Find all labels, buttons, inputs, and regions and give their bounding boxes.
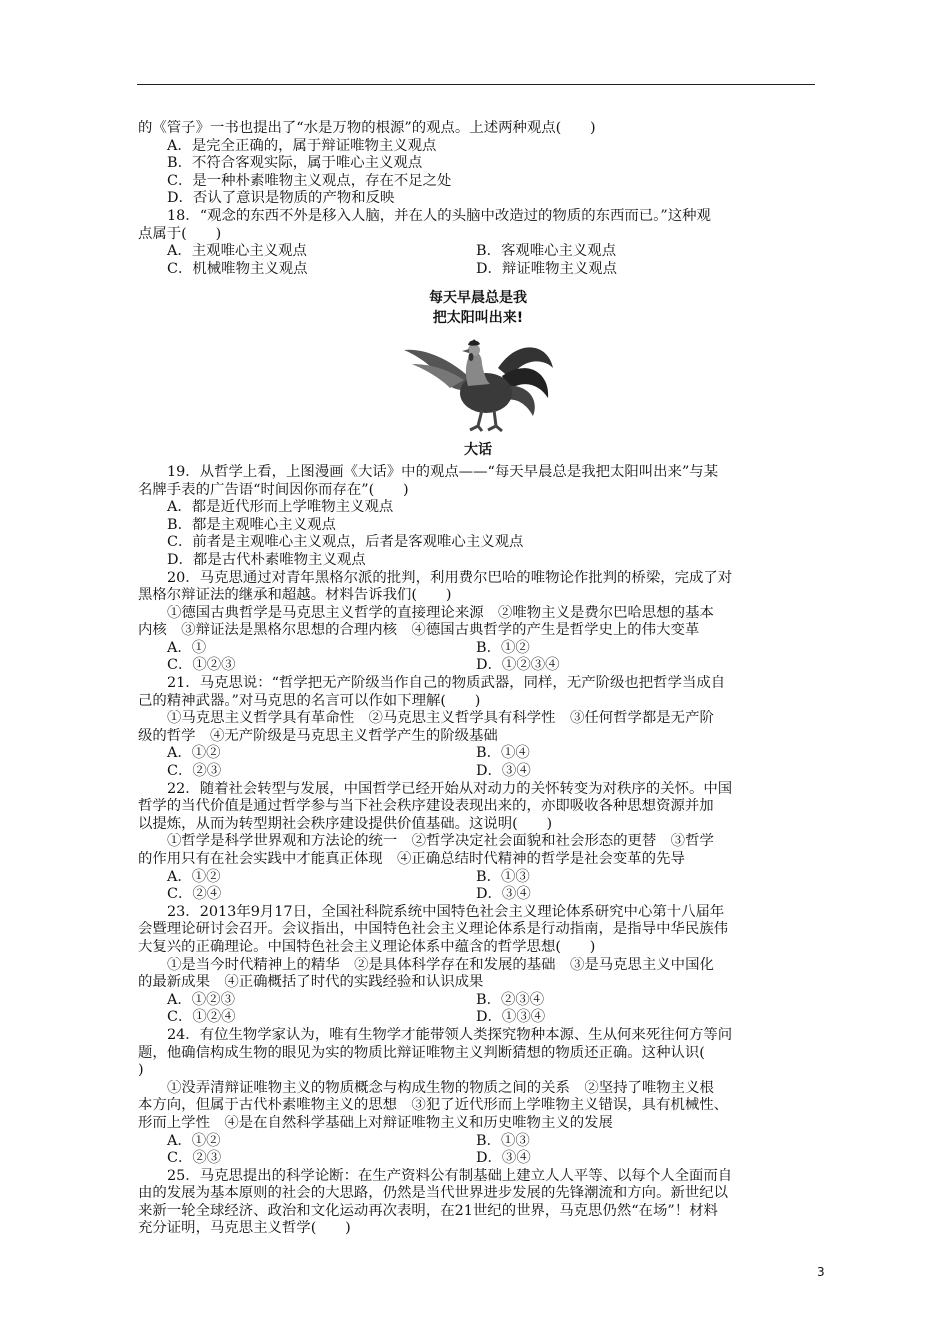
q23-stem-1: 23．2013年9月17日，全国社科院系统中国特色社会主义理论体系研究中心第十八届年 — [167, 903, 725, 920]
q22-options-row-1 — [138, 869, 818, 887]
q21-option-d: D．③④ — [476, 763, 531, 780]
q23-stem-2: 会暨理论研讨会召开。会议指出，中国特色社会主义理论体系是行动指南，是指导中华民族伟 — [138, 921, 729, 938]
q19-stem-2: 名牌手表的广告语“时间因你而存在”( ) — [138, 481, 409, 498]
q18-stem-1: 18．“观念的东西不外是移入人脑，并在人的头脑中改造过的物质的东西而已。”这种观 — [167, 207, 711, 224]
q25-stem-2: 由的发展为基本原则的社会的大思路，仍然是当代世界进步发展的先锋潮流和方向。新世纪以 — [138, 1185, 729, 1202]
q19-option-c: C．前者是主观唯心主义观点，后者是客观唯心主义观点 — [167, 534, 524, 551]
q24-items-1: ①没弄清辩证唯物主义的物质概念与构成生物的物质之间的关系 ②坚持了唯物主义根 — [167, 1079, 714, 1096]
q23-option-b: B．②③④ — [476, 991, 545, 1008]
q22-stem-1: 22．随着社会转型与发展，中国哲学已经开始从对动力的关怀转变为对秩序的关怀。中国 — [167, 780, 733, 797]
q19-option-d: D．都是古代朴素唯物主义观点 — [167, 551, 366, 568]
q24-items-2: 本方向，但属于古代朴素唯物主义的思想 ③犯了近代形而上学唯物主义错误，具有机械性、 — [138, 1097, 729, 1114]
q22-options-row-2 — [138, 886, 818, 904]
cartoon-speech-1: 每天早晨总是我 — [429, 290, 527, 307]
page-content — [138, 120, 818, 1238]
q22-option-b: B．①③ — [476, 868, 530, 885]
q21-option-c: C．②③ — [167, 763, 222, 780]
q18-option-b: B．客观唯心主义观点 — [476, 243, 617, 260]
q22-stem-3: 以提炼，从而为转型期社会秩序建设提供价值基础。这说明( ) — [138, 815, 553, 832]
q17-stem: 的《管子》一书也提出了“水是万物的根源”的观点。上述两种观点( ) — [138, 120, 596, 136]
q24-option-b: B．①③ — [476, 1132, 530, 1149]
q17-option-b: B．不符合客观实际，属于唯心主义观点 — [167, 155, 423, 172]
cartoon-title: 大话 — [464, 442, 492, 459]
cartoon-speech-2: 把太阳叫出来! — [432, 310, 524, 327]
q21-options-row-2 — [138, 763, 818, 781]
q20-items-2: 内核 ③辩证法是黑格尔思想的合理内核 ④德国古典哲学的产生是哲学史上的伟大变革 — [138, 622, 700, 639]
q20-options-row-2 — [138, 657, 818, 675]
q20-option-b: B．①② — [476, 639, 530, 656]
q21-items-1: ①马克思主义哲学具有革命性 ②马克思主义哲学具有科学性 ③任何哲学都是无产阶 — [167, 710, 714, 727]
q18-option-d: D．辩证唯物主义观点 — [476, 260, 618, 277]
q23-options-row-2 — [138, 1009, 818, 1027]
q17-option-c: C．是一种朴素唯物主义观点，存在不足之处 — [167, 172, 452, 189]
q18-options-row-1 — [138, 243, 818, 261]
q25-stem-1: 25．马克思提出的科学论断：在生产资料公有制基础上建立人人平等、以每个人全面而自 — [167, 1167, 733, 1184]
q21-option-a: A．①② — [167, 745, 221, 762]
q25-stem-3: 来新一轮全球经济、政治和文化运动再次表明，在21世纪的世界，马克思仍然“在场”！材料 — [138, 1202, 718, 1219]
q24-items-3: 形而上学性 ④是在自然科学基础上对辩证唯物主义和历史唯物主义的发展 — [138, 1114, 613, 1131]
q24-option-c: C．②③ — [167, 1150, 222, 1167]
q23-items-1: ①是当今时代精神上的精华 ②是具体科学存在和发展的基础 ③是马克思主义中国化 — [167, 956, 714, 973]
q23-stem-3: 大复兴的正确理论。中国特色社会主义理论体系中蕴含的哲学思想( ) — [138, 938, 596, 955]
q18-options-row-2 — [138, 261, 818, 279]
q17-option-a: A．是完全正确的，属于辩证唯物主义观点 — [167, 137, 437, 154]
q23-options-row-1 — [138, 992, 818, 1010]
q22-items-1: ①哲学是科学世界观和方法论的统一 ②哲学决定社会面貌和社会形态的更替 ③哲学 — [167, 833, 714, 850]
q22-option-a: A．①② — [167, 868, 221, 885]
q20-stem-1: 20．马克思通过对青年黑格尔派的批判，利用费尔巴哈的唯物论作批判的桥梁，完成了对 — [167, 569, 733, 586]
q17-option-d: D．否认了意识是物质的产物和反映 — [167, 190, 395, 207]
q23-option-d: D．①③④ — [476, 1009, 546, 1026]
q22-stem-2: 哲学的当代价值是通过哲学参与当下社会秩序建设表现出来的，亦即吸收各种思想资源并加 — [138, 798, 714, 815]
page-number: 3 — [817, 1265, 825, 1279]
q20-stem-2: 黑格尔辩证法的继承和超越。材料告诉我们( ) — [138, 587, 452, 604]
q24-stem-3: ) — [138, 1062, 144, 1079]
q20-option-a: A．① — [167, 639, 207, 656]
q24-option-d: D．③④ — [476, 1150, 531, 1167]
header-rule — [137, 84, 815, 85]
q22-items-2: 的作用只有在社会实践中才能真正体现 ④正确总结时代精神的哲学是社会变革的先导 — [138, 851, 685, 867]
q18-option-c: C．机械唯物主义观点 — [167, 260, 308, 277]
q24-stem-1: 24．有位生物学家认为，唯有生物学才能带领人类探究物种本源、生从何来死往何方等问 — [167, 1026, 733, 1043]
q22-option-c: C．②④ — [167, 886, 222, 903]
q23-items-2: 的最新成果 ④正确概括了时代的实践经验和认识成果 — [138, 974, 484, 991]
q19-option-b: B．都是主观唯心主义观点 — [167, 516, 336, 533]
q24-stem-2: 题，他确信构成生物的眼见为实的物质比辩证唯物主义判断猜想的物质还正确。这种认识( — [138, 1044, 705, 1061]
q25-stem-4: 充分证明，马克思主义哲学( ) — [138, 1220, 351, 1237]
q21-option-b: B．①④ — [476, 745, 530, 762]
q20-items-1: ①德国古典哲学是马克思主义哲学的直接理论来源 ②唯物主义是费尔巴哈思想的基本 — [167, 604, 714, 621]
q20-option-d: D．①②③④ — [476, 657, 560, 674]
cartoon-figure — [138, 288, 818, 460]
q20-option-c: C．①②③ — [167, 657, 236, 674]
rooster-icon — [398, 328, 558, 436]
q22-option-d: D．③④ — [476, 886, 531, 903]
q24-option-a: A．①② — [167, 1132, 221, 1149]
q19-option-a: A．都是近代形而上学唯物主义观点 — [167, 499, 394, 516]
q24-options-row-1 — [138, 1133, 818, 1151]
q21-items-2: 级的哲学 ④无产阶级是马克思主义哲学产生的阶级基础 — [138, 727, 498, 744]
q19-stem-1: 19．从哲学上看，上图漫画《大话》中的观点——“每天早晨总是我把太阳叫出来”与某 — [167, 463, 719, 480]
q21-options-row-1 — [138, 745, 818, 763]
q24-options-row-2 — [138, 1150, 818, 1168]
q18-option-a: A．主观唯心主义观点 — [167, 243, 307, 260]
q23-option-a: A．①②③ — [167, 991, 235, 1008]
q18-stem-2: 点属于( ) — [138, 225, 222, 242]
q21-stem-2: 己的精神武器。”对马克思的名言可以作如下理解( ) — [138, 692, 481, 709]
q23-option-c: C．①②④ — [167, 1009, 236, 1026]
q20-options-row-1 — [138, 640, 818, 658]
q21-stem-1: 21．马克思说：“哲学把无产阶级当作自己的物质武器，同样，无产阶级也把哲学当成自 — [167, 675, 726, 692]
